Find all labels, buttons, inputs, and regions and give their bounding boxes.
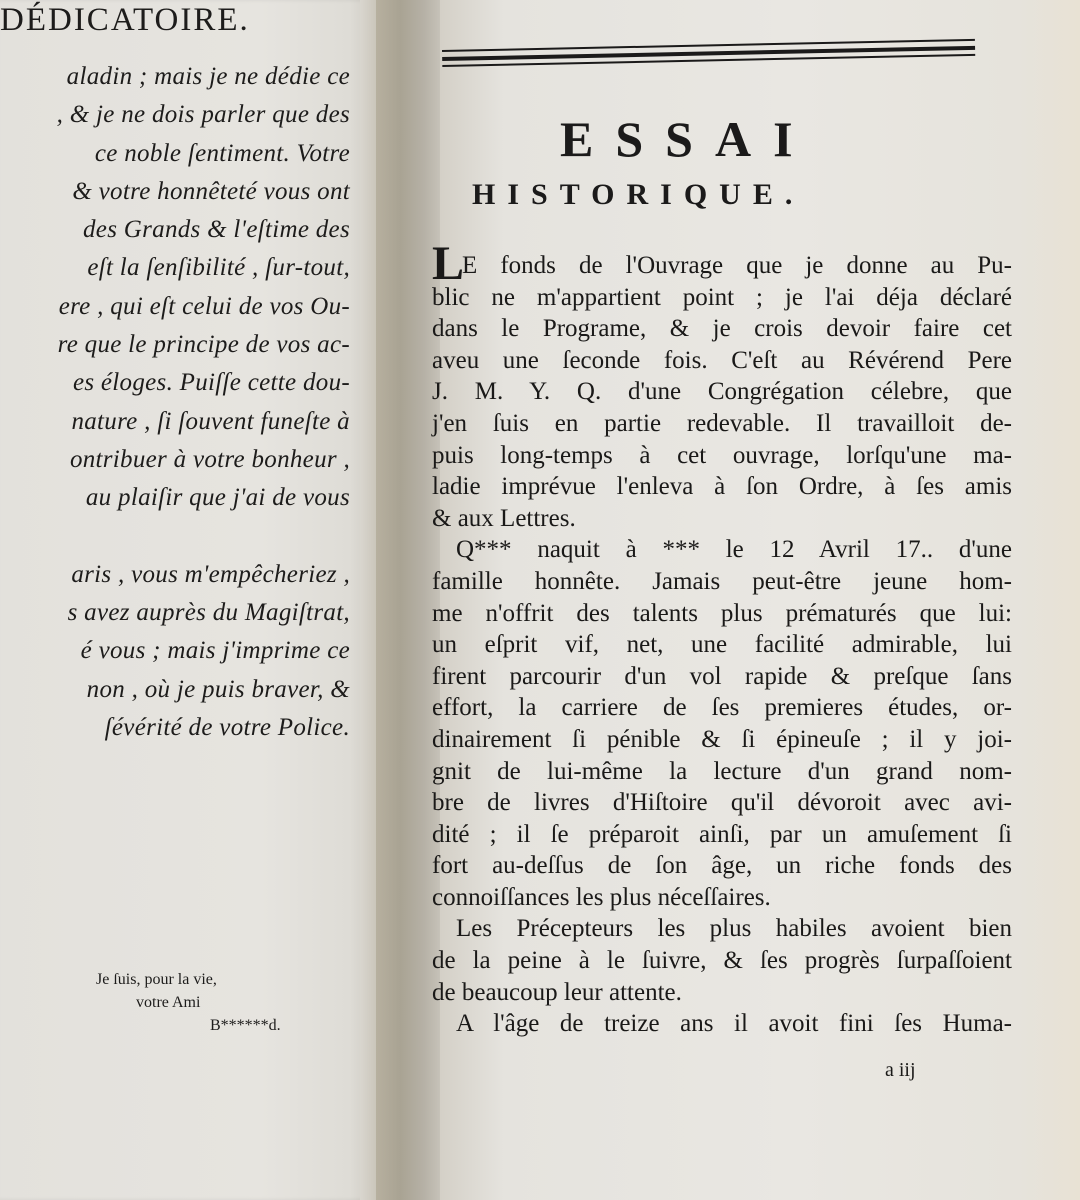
left-page-text <box>0 58 350 747</box>
text-line: blic ne m'appartient point ; je l'ai déja déclaré <box>432 283 1012 311</box>
text-line: ſévérité de votre Police. <box>104 714 350 742</box>
text-line: j'en ſuis en partie redevable. Il travailloit de- <box>432 409 1012 437</box>
left-page <box>0 0 372 1200</box>
text-line: gnit de lui-même la lecture d'un grand nom- <box>432 757 1012 785</box>
running-head: DÉDICATOIRE. <box>0 2 250 38</box>
blank-line <box>0 518 350 556</box>
text-line: aveu une ſeconde fois. C'eſt au Révérend Pere <box>432 346 1012 374</box>
text-line: bre de livres d'Hiſtoire qu'il dévoroit avec avi- <box>432 789 1012 817</box>
text-line: non , où je puis braver, & <box>86 675 350 703</box>
text-line: aris , vous m'empêcheriez , <box>71 560 350 588</box>
text-line: re que le principe de vos ac- <box>57 331 350 359</box>
text-line: puis long-temps à cet ouvrage, lorſqu'une ma- <box>432 441 1012 469</box>
text-line: firent parcourir d'un vol rapide & preſque ſans <box>432 662 1012 690</box>
right-page-text <box>432 237 1012 1040</box>
text-line: de la peine à le ſuivre, & ſes progrès ſurpaſſoient <box>432 947 1012 975</box>
text-line: dans le Programe, & je crois devoir faire cet <box>432 315 1012 343</box>
text-line: me n'offrit des talents plus prématurés que lui: <box>432 599 1012 627</box>
text-line: LE fonds de l'Ouvrage que je donne au Pu- <box>432 237 1012 290</box>
text-line: un eſprit vif, net, une facilité admirable, lui <box>432 631 1012 659</box>
text-line: & aux Lettres. <box>432 504 576 532</box>
text-line: ladie imprévue l'enleva à ſon Ordre, à ſes amis <box>432 473 1012 501</box>
signoff-line: votre Ami <box>136 994 201 1011</box>
text-line: aladin ; mais je ne dédie ce <box>66 63 350 90</box>
text-line: nature , ſi ſouvent funeſte à <box>71 407 350 435</box>
text-line: des Grands & l'eſtime des <box>83 216 350 244</box>
text-line: connoiſſances les plus néceſſaires. <box>432 883 771 911</box>
page-title: ESSAI <box>560 111 815 167</box>
text-line: dité ; il ſe préparoit ainſi, par un amuſement ſi <box>432 820 1012 848</box>
text-line: effort, la carriere de ſes premieres études, or- <box>432 694 1012 722</box>
text-line: fort au-deſſus de ſon âge, un riche fonds des <box>432 852 1012 880</box>
text-line: au plaiſir que j'ai de vous <box>85 484 350 512</box>
text-line: ontribuer à votre bonheur , <box>69 445 350 473</box>
signature: B******d. <box>210 1017 281 1034</box>
text-line: dinairement ſi pénible & ſi épineuſe ; il y joi- <box>432 725 1012 753</box>
text-line: , & je ne dois parler que des <box>56 101 350 129</box>
signoff-line: Je ſuis, pour la vie, <box>96 971 217 988</box>
page-subtitle: HISTORIQUE. <box>472 178 805 211</box>
text-line: de beaucoup leur attente. <box>432 978 682 1006</box>
text-line: A l'âge de treize ans il avoit fini ſes Huma- <box>456 1010 1012 1038</box>
text-line: es éloges. Puiſſe cette dou- <box>72 369 350 397</box>
signoff <box>0 968 330 1037</box>
drop-cap: L <box>432 237 465 290</box>
text-line: ere , qui eſt celui de vos Ou- <box>58 292 350 320</box>
text-line: J. M. Y. Q. d'une Congrégation célebre, que <box>432 378 1012 406</box>
text-line: Q*** naquit à *** le 12 Avril 17.. d'une <box>456 536 1012 564</box>
text-line: ce noble ſentiment. Votre <box>94 139 350 167</box>
text-line: famille honnête. Jamais peut-être jeune hom- <box>432 567 1012 595</box>
text-line: eſt la ſenſibilité , ſur-tout, <box>87 254 350 282</box>
text-line: s avez auprès du Magiſtrat, <box>67 599 350 627</box>
text-line: & votre honnêteté vous ont <box>72 177 350 205</box>
text-line: Les Précepteurs les plus habiles avoient bien <box>456 915 1012 943</box>
signature-mark: a iij <box>885 1059 916 1081</box>
text-line: é vous ; mais j'imprime ce <box>80 637 350 665</box>
